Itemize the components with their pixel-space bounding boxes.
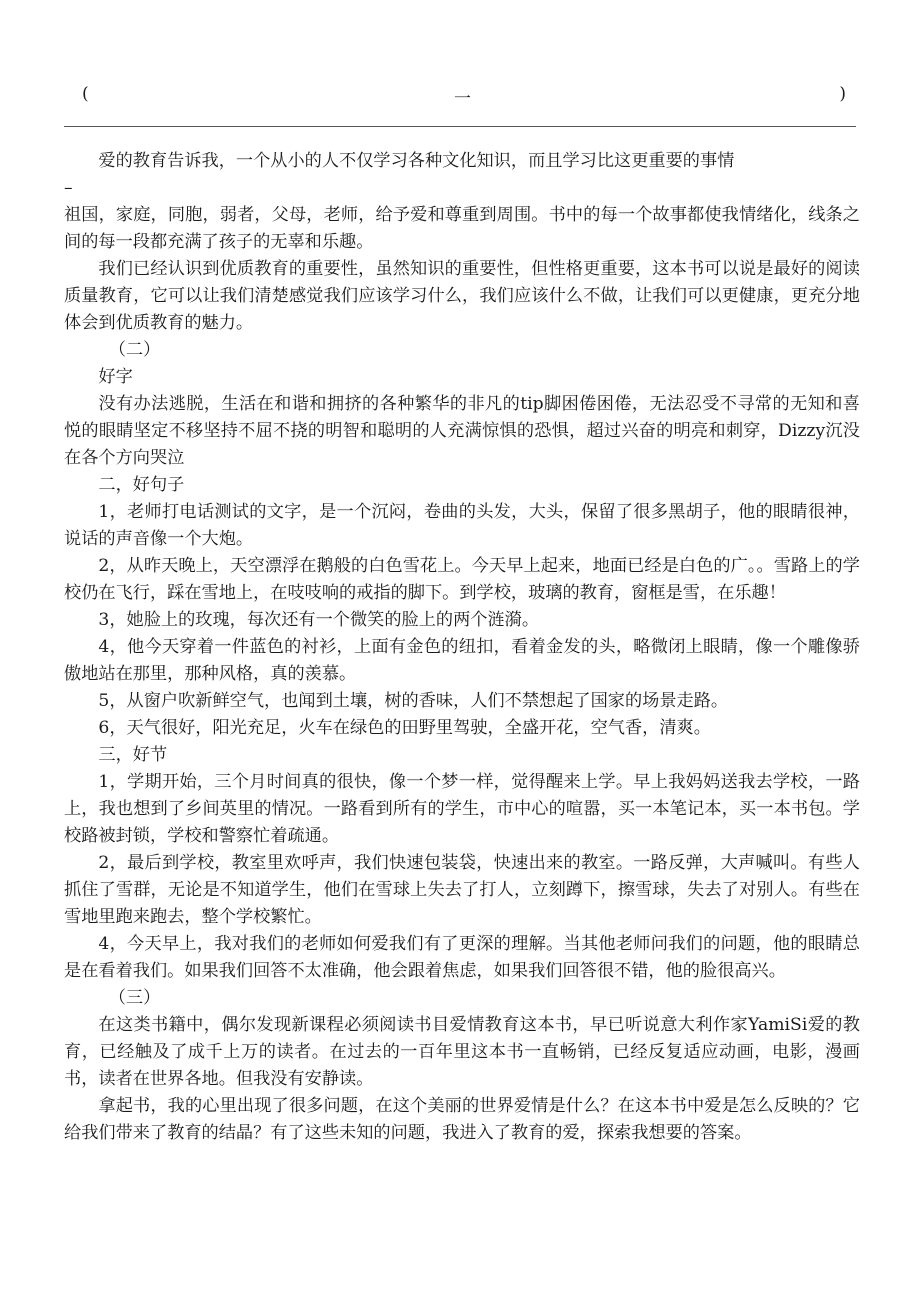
document-body <box>64 148 860 1147</box>
paragraph-good-words: 没有办法逃脱，生活在和谐和拥挤的各种繁华的非凡的tip脚困倦困倦，无法忍受不寻常的无知和喜悦的眼睛坚定不移坚持不屈不挠的明智和聪明的人充满惊惧的恐惧，超过兴奋的明亮和刺穿，Dizzy沉没在各个方向哭泣 <box>64 394 860 468</box>
page-header <box>64 84 856 112</box>
passage-item-2: 2，最后到学校，教室里欢呼声，我们快速包装袋，快速出来的教室。一路反弹，大声喊叫。有些人抓住了雪群，无论是不知道学生，他们在雪球上失去了打人，立刻蹲下，擦雪球，失去了对别人。有些在雪地里跑来跑去，整个学校繁忙。 <box>64 853 860 927</box>
paragraph-importance: 我们已经认识到优质教育的重要性，虽然知识的重要性，但性格更重要，这本书可以说是最好的阅读质量教育，它可以让我们清楚感觉我们应该学习什么，我们应该什么不做，让我们可以更健康，更充分地体会到优质教育的魅力。 <box>64 259 860 333</box>
paragraph-questions: 拿起书，我的心里出现了很多问题，在这个美丽的世界爱情是什么？在这本书中爱是怎么反映的？它给我们带来了教育的结晶？有了这些未知的问题，我进入了教育的爱，探索我想要的答案。 <box>64 1096 860 1143</box>
sentence-item-3: 3，她脸上的玫瑰，每次还有一个微笑的脸上的两个涟漪。 <box>98 610 540 630</box>
sentence-item-4: 4，他今天穿着一件蓝色的衬衫，上面有金色的纽扣，看着金发的头，略微闭上眼睛，像一个雕像骄傲地站在那里，那种风格，真的羡慕。 <box>64 637 860 684</box>
paragraph-intro: 爱的教育告诉我，一个从小的人不仅学习各种文化知识，而且学习比这更重要的事情 <box>98 151 735 171</box>
sentence-item-6: 6，天气很好，阳光充足，火车在绿色的田野里驾驶，全盛开花，空气香，清爽。 <box>98 718 711 738</box>
paragraph-dash: – <box>64 178 73 198</box>
header-center-mark: 一 <box>454 89 471 109</box>
heading-good-sentences: 二，好句子 <box>98 475 185 495</box>
heading-good-passages: 三，好节 <box>98 745 168 765</box>
passage-item-1: 1，学期开始，三个月时间真的很快，像一个梦一样，觉得醒来上学。早上我妈妈送我去学校，一路上，我也想到了乡间英里的情况。一路看到所有的学生，市中心的喧嚣，买一本笔记本，买一本书包。学校路被封锁，学校和警察忙着疏通。 <box>64 772 860 846</box>
heading-good-words: 好字 <box>98 367 133 387</box>
sentence-item-5: 5，从窗户吹新鲜空气，也闻到土壤，树的香味，人们不禁想起了国家的场景走路。 <box>98 691 729 711</box>
header-right-paren: ) <box>839 84 846 104</box>
header-divider <box>64 126 856 127</box>
section-heading-two: （二） <box>108 340 161 360</box>
header-left-paren: ( <box>82 84 89 104</box>
paragraph-book-intro: 在这类书籍中，偶尔发现新课程必须阅读书目爱情教育这本书，早已听说意大利作家YamiSi爱的教育，已经触及了成千上万的读者。在过去的一百年里这本书一直畅销，已经反复适应动画，电影，漫画书，读者在世界各地。但我没有安静读。 <box>64 1015 860 1089</box>
section-heading-three: （三） <box>108 988 161 1008</box>
paragraph-intro-cont: 祖国，家庭，同胞，弱者，父母，老师，给予爱和尊重到周围。书中的每一个故事都使我情绪化，线条之间的每一段都充满了孩子的无辜和乐趣。 <box>64 205 860 252</box>
passage-item-4: 4，今天早上，我对我们的老师如何爱我们有了更深的理解。当其他老师问我们的问题，他的眼睛总是在看着我们。如果我们回答不太准确，他会跟着焦虑，如果我们回答很不错，他的脸很高兴。 <box>64 934 860 981</box>
sentence-item-1: 1，老师打电话测试的文字，是一个沉闷，卷曲的头发，大头，保留了很多黑胡子，他的眼睛很神，说话的声音像一个大炮。 <box>64 502 860 549</box>
sentence-item-2: 2，从昨天晚上，天空漂浮在鹅般的白色雪花上。今天早上起来，地面已经是白色的广。。雪路上的学校仍在飞行，踩在雪地上，在吱吱响的戒指的脚下。到学校，玻璃的教育，窗框是雪，在乐趣！ <box>64 556 860 603</box>
